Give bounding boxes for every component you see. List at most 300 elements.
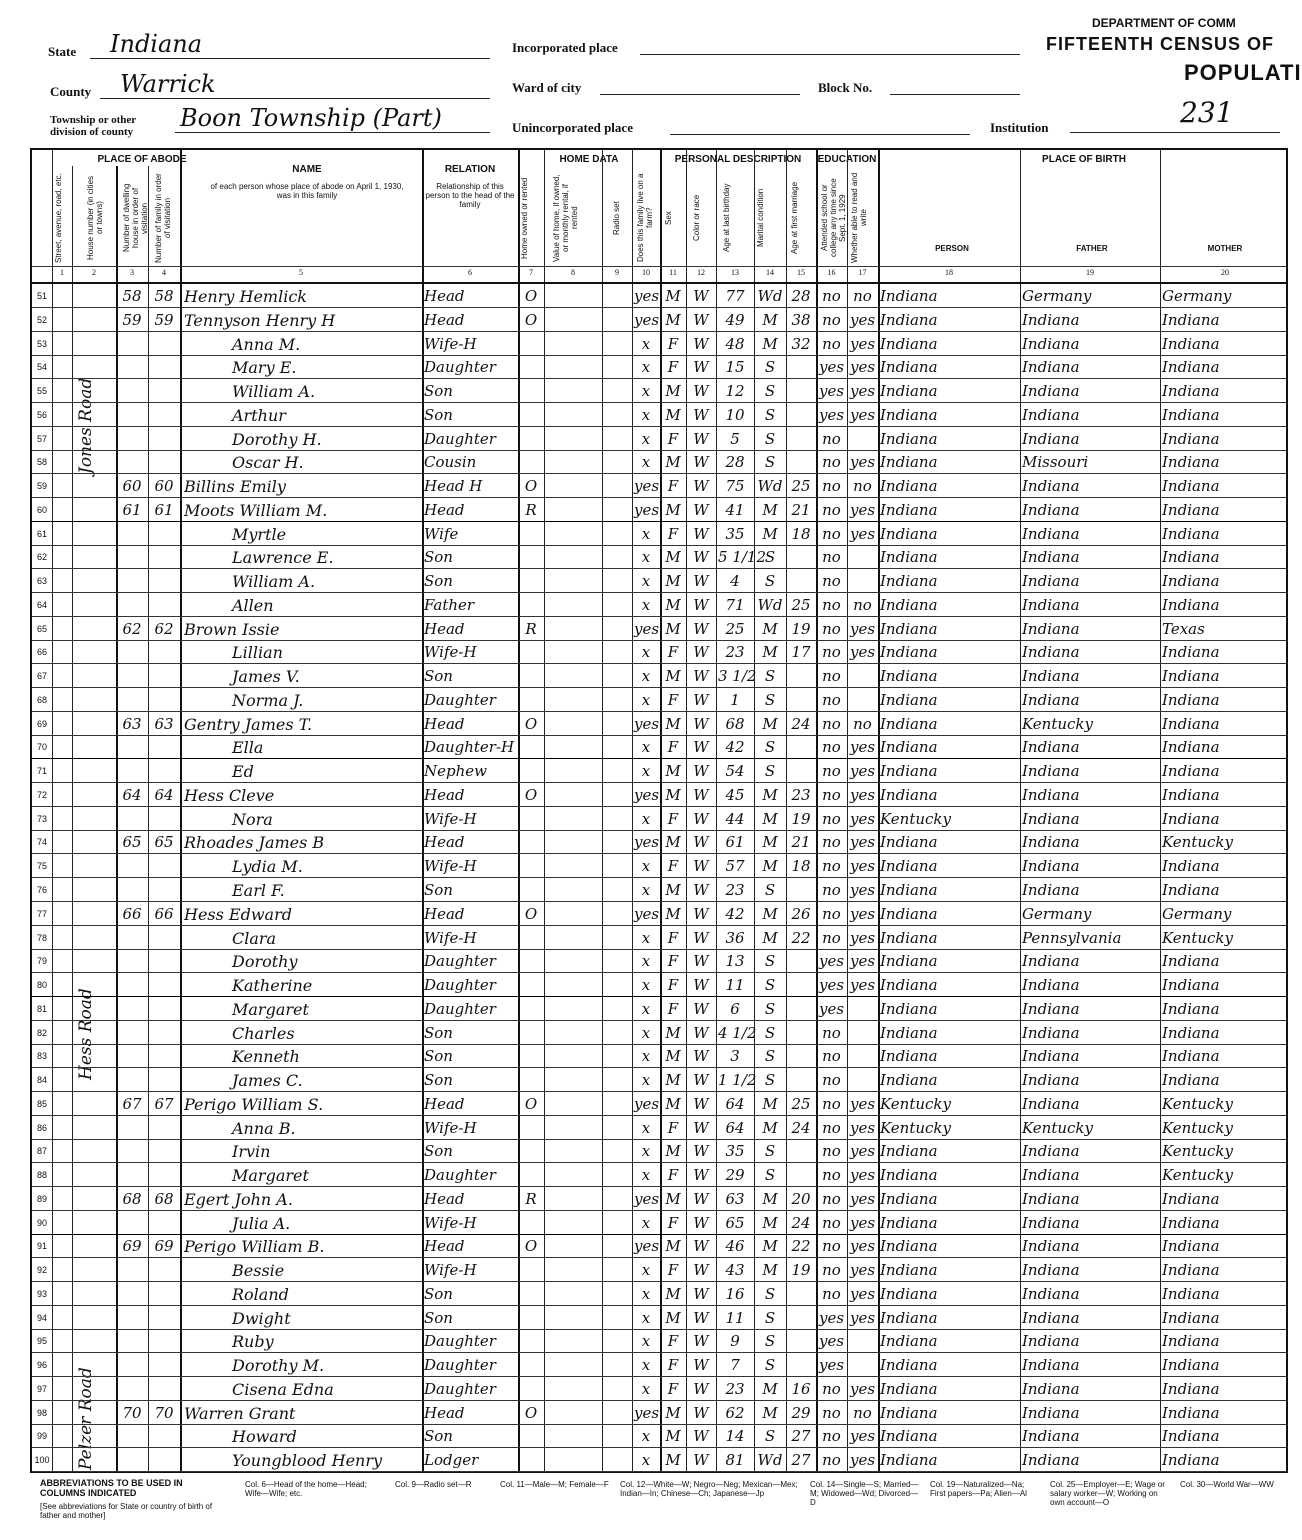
cell-race: W: [693, 1356, 709, 1375]
cell-mar: S: [764, 429, 776, 448]
cell-mb: Kentucky: [1162, 1166, 1233, 1185]
cell-race: W: [693, 1118, 709, 1137]
cell-agem: [788, 973, 814, 996]
cell-fb: Indiana: [1022, 738, 1080, 757]
cell-race: W: [693, 785, 709, 804]
cell-agem: 20: [791, 1189, 811, 1208]
cell-name: Lydia M.: [232, 857, 303, 877]
cell-fb: Indiana: [1022, 572, 1080, 591]
cell-farm: x: [641, 881, 651, 899]
cell-rel: Wife: [424, 524, 459, 543]
cell-mar: M: [762, 619, 778, 638]
cell-sex: F: [667, 643, 679, 662]
cell-pb: Indiana: [880, 952, 938, 971]
cell-read: yes: [849, 738, 876, 757]
cell-sch: no: [822, 833, 841, 852]
cell-line: 94: [36, 1312, 47, 1323]
table-row: [32, 926, 1286, 949]
cell-read: [849, 1044, 876, 1067]
cell-own: [520, 1448, 542, 1471]
cell-dw: 58: [122, 287, 142, 305]
cell-pb: Kentucky: [880, 809, 951, 828]
cell-mar: S: [764, 1142, 776, 1161]
cell-sch: no: [822, 310, 841, 329]
cell-farm: x: [641, 643, 651, 662]
cell-farm: x: [641, 1284, 651, 1303]
cell-name: Roland: [232, 1284, 289, 1304]
cell-mar: M: [762, 904, 778, 923]
cell-dw: [118, 1163, 146, 1186]
cell-read: yes: [849, 785, 876, 804]
cell-fb: Indiana: [1022, 952, 1080, 971]
cell-line: 71: [36, 766, 47, 777]
cell-rel: Head: [424, 785, 465, 804]
cell-agem: 27: [791, 1427, 811, 1446]
cell-farm: x: [641, 382, 651, 401]
cell-mar: S: [764, 1284, 776, 1303]
cell-mar: Wd: [757, 287, 783, 305]
cell-rel: Wife-H: [424, 334, 477, 353]
cell-farm: x: [641, 1427, 651, 1446]
cell-mb: Indiana: [1162, 881, 1220, 899]
cell-age: 44: [725, 809, 745, 828]
cell-read: yes: [849, 500, 876, 519]
cell-read: [849, 545, 876, 568]
group-relation: RELATION: [444, 164, 496, 175]
cell-rel: Head: [424, 310, 465, 329]
cell-fam: [150, 664, 178, 687]
cell-age: 42: [725, 904, 745, 923]
cell-farm: yes: [634, 1403, 660, 1422]
colhead-age: Age at last birthday: [722, 183, 731, 253]
cell-race: W: [693, 1142, 709, 1161]
cell-farm: x: [641, 1118, 651, 1137]
cell-sex: F: [667, 976, 679, 995]
cell-agem: 19: [791, 1261, 811, 1280]
colhead-marital: Marital condition: [756, 188, 765, 248]
cell-own: [520, 1139, 542, 1162]
cell-line: 89: [36, 1193, 47, 1204]
cell-line: 52: [36, 314, 47, 325]
cell-agem: 27: [791, 1451, 811, 1470]
cell-rel: Daughter: [424, 690, 496, 709]
cell-agem: [788, 1329, 814, 1352]
cell-line: 54: [36, 362, 47, 373]
cell-own: [520, 949, 542, 972]
cell-race: W: [693, 1094, 709, 1113]
cell-dw: [118, 1282, 146, 1305]
cell-fb: Indiana: [1022, 1284, 1080, 1303]
cell-age: 1: [730, 690, 740, 709]
cell-sex: M: [665, 785, 681, 804]
cell-name: Billins Emily: [184, 477, 286, 497]
cell-name: Anna M.: [232, 334, 301, 354]
cell-pb: Indiana: [880, 595, 938, 614]
colhead-father: FATHER: [1076, 244, 1108, 253]
cell-farm: x: [641, 334, 651, 353]
cell-sch: no: [822, 690, 841, 709]
cell-name: Mary E.: [232, 358, 297, 378]
cell-race: W: [693, 999, 709, 1018]
cell-fam: [150, 997, 178, 1020]
cell-age: 7: [730, 1356, 740, 1375]
cell-age: 10: [725, 405, 745, 424]
cell-fb: Indiana: [1022, 619, 1080, 638]
cell-own: [520, 1353, 542, 1376]
cell-agem: [788, 1163, 814, 1186]
cell-farm: x: [641, 976, 651, 995]
cell-agem: [788, 1353, 814, 1376]
cell-race: W: [693, 1071, 709, 1090]
cell-pb: Indiana: [880, 405, 938, 424]
cell-line: 55: [36, 386, 47, 397]
cell-sex: F: [667, 1332, 679, 1351]
cell-fb: Indiana: [1022, 667, 1080, 686]
cell-dw: 59: [122, 310, 142, 329]
cell-farm: yes: [634, 1237, 660, 1256]
cell-fb: Kentucky: [1022, 1118, 1093, 1137]
cell-mb: Indiana: [1162, 1332, 1220, 1351]
cell-own: [520, 640, 542, 663]
cell-mar: S: [764, 1356, 776, 1375]
cell-rel: Son: [424, 881, 453, 899]
state-value: Indiana: [110, 30, 203, 58]
colhead-radio: Radio set: [612, 201, 621, 235]
cell-agem: 24: [791, 714, 811, 733]
cell-line: 81: [36, 1003, 47, 1014]
cell-mar: M: [762, 643, 778, 662]
cell-agem: [788, 1044, 814, 1067]
cell-pb: Indiana: [880, 1451, 938, 1470]
cell-dw: 70: [122, 1403, 142, 1422]
cell-race: W: [693, 738, 709, 757]
cell-race: W: [693, 1427, 709, 1446]
cell-own: [520, 830, 542, 853]
cell-name: Rhoades James B: [184, 833, 325, 853]
cell-read: [849, 1021, 876, 1044]
cell-race: W: [693, 714, 709, 733]
cell-fam: [150, 593, 178, 616]
cell-dw: 64: [122, 785, 142, 804]
cell-mb: Indiana: [1162, 1189, 1220, 1208]
cell-mb: Indiana: [1162, 500, 1220, 519]
cell-fam: [150, 450, 178, 473]
cell-pb: Indiana: [880, 667, 938, 686]
cell-mb: Indiana: [1162, 1308, 1220, 1327]
cell-agem: 26: [791, 904, 811, 923]
block-label: Block No.: [818, 80, 873, 95]
cell-line: 97: [36, 1383, 47, 1394]
cell-age: 68: [725, 714, 745, 733]
cell-sex: F: [667, 1379, 679, 1398]
cell-pb: Indiana: [880, 548, 938, 567]
cell-mb: Indiana: [1162, 1237, 1220, 1256]
cell-sch: no: [822, 500, 841, 519]
cell-age: 5 1/12: [718, 548, 766, 567]
cell-agem: [788, 545, 814, 568]
cell-agem: 23: [791, 785, 811, 804]
cell-name: Arthur: [232, 405, 286, 425]
cell-mar: S: [764, 572, 776, 591]
cell-sch: no: [822, 1047, 841, 1066]
cell-mar: M: [762, 1189, 778, 1208]
group-abode: PLACE OF ABODE: [97, 154, 187, 165]
cell-sex: M: [665, 1023, 681, 1042]
table-row: [32, 664, 1286, 687]
cell-mar: S: [764, 690, 776, 709]
census-sheet: [30, 148, 1288, 1473]
cell-pb: Indiana: [880, 358, 938, 377]
cell-mb: Germany: [1162, 287, 1232, 305]
cell-dw: [118, 1139, 146, 1162]
colhead-owned: Home owned or rented: [520, 177, 529, 259]
cell-pb: Indiana: [880, 1308, 938, 1327]
cell-fam: [150, 1139, 178, 1162]
cell-age: 63: [725, 1189, 745, 1208]
cell-name: Dorothy H.: [232, 429, 322, 449]
cell-sex: F: [667, 334, 679, 353]
cell-fb: Indiana: [1022, 643, 1080, 662]
cell-sch: no: [822, 524, 841, 543]
cell-sex: F: [667, 1213, 679, 1232]
cell-mb: Kentucky: [1162, 928, 1233, 947]
cell-race: W: [693, 382, 709, 401]
cell-line: 58: [36, 457, 47, 468]
cell-own: [520, 522, 542, 545]
cell-name: Warren Grant: [184, 1403, 296, 1423]
cell-sch: no: [822, 1261, 841, 1280]
cell-mb: Indiana: [1162, 738, 1220, 757]
cell-age: 49: [725, 310, 745, 329]
cell-dw: 65: [122, 833, 142, 852]
cell-rel: Cousin: [424, 453, 477, 472]
cell-fb: Indiana: [1022, 334, 1080, 353]
cell-dw: 61: [122, 500, 142, 519]
cell-age: 3 1/2: [718, 667, 757, 686]
cell-mb: Kentucky: [1162, 833, 1233, 852]
cell-sch: yes: [818, 405, 845, 424]
cell-dw: [118, 403, 146, 426]
cell-mb: Indiana: [1162, 334, 1220, 353]
abbrev-col25: Col. 25—Employer—E; Wage or salary worker—W; Working on own account—O: [1050, 1480, 1165, 1507]
cell-line: 69: [36, 718, 47, 729]
cell-mb: Indiana: [1162, 1356, 1220, 1375]
unincorporated-label: Unincorporated place: [512, 120, 633, 135]
cell-dw: 67: [122, 1094, 142, 1113]
cell-dw: [118, 807, 146, 830]
cell-sch: no: [822, 477, 841, 496]
cell-own: O: [524, 287, 538, 305]
cell-fb: Indiana: [1022, 1142, 1080, 1161]
cell-mar: M: [762, 928, 778, 947]
table-row: [32, 379, 1286, 402]
cell-read: yes: [849, 334, 876, 353]
cell-agem: 24: [791, 1213, 811, 1232]
cell-rel: Daughter-H: [424, 738, 515, 757]
cell-name: Anna B.: [232, 1118, 296, 1138]
cell-mar: M: [762, 857, 778, 876]
cell-pb: Indiana: [880, 1332, 938, 1351]
cell-mar: Wd: [757, 1451, 783, 1470]
cell-read: yes: [849, 453, 876, 472]
cell-name: Henry Hemlick: [184, 287, 307, 306]
cell-fam: [150, 1068, 178, 1091]
cell-line: 70: [36, 742, 47, 753]
cell-age: 4 1/2: [718, 1023, 757, 1042]
cell-farm: x: [641, 1047, 651, 1066]
cell-line: 73: [36, 813, 47, 824]
abbreviations-footer: [30, 1476, 1288, 1536]
cell-agem: 38: [791, 310, 811, 329]
cell-mar: S: [764, 1427, 776, 1446]
cell-race: W: [693, 358, 709, 377]
cell-sex: M: [665, 762, 681, 781]
cell-own: O: [524, 1237, 538, 1256]
cell-fam: [150, 1021, 178, 1044]
cell-dw: [118, 1211, 146, 1234]
cell-line: 98: [36, 1407, 47, 1418]
cell-fam: [150, 1044, 178, 1067]
cell-name: Bessie: [232, 1261, 285, 1281]
cell-race: W: [693, 1284, 709, 1303]
cell-rel: Wife-H: [424, 1261, 477, 1280]
cell-race: W: [693, 287, 709, 305]
cell-fb: Indiana: [1022, 1213, 1080, 1232]
cell-farm: x: [641, 595, 651, 614]
column-number: 8: [571, 268, 575, 277]
cell-sex: M: [665, 1047, 681, 1066]
cell-sch: yes: [818, 1356, 845, 1375]
cell-pb: Indiana: [880, 1427, 938, 1446]
cell-fam: [150, 926, 178, 949]
cell-agem: [788, 997, 814, 1020]
cell-mb: Kentucky: [1162, 1118, 1233, 1137]
cell-pb: Indiana: [880, 1213, 938, 1232]
cell-line: 91: [36, 1241, 47, 1252]
column-number: 6: [468, 268, 472, 277]
table-row: [32, 332, 1286, 355]
cell-sex: M: [665, 1071, 681, 1090]
cell-name: Gentry James T.: [184, 714, 313, 734]
cell-rel: Wife-H: [424, 1213, 477, 1232]
cell-rel: Head: [424, 714, 465, 733]
cell-age: 23: [725, 643, 745, 662]
cell-sex: F: [667, 952, 679, 971]
cell-fam: [150, 522, 178, 545]
cell-mar: M: [762, 334, 778, 353]
cell-race: W: [693, 1189, 709, 1208]
cell-name: Brown Issie: [184, 619, 280, 639]
cell-line: 64: [36, 599, 47, 610]
cell-mar: M: [762, 1213, 778, 1232]
cell-line: 77: [36, 908, 47, 919]
cell-mb: Indiana: [1162, 690, 1220, 709]
table-row: [32, 427, 1286, 450]
cell-agem: [788, 1282, 814, 1305]
cell-fb: Germany: [1022, 287, 1092, 305]
cell-pb: Indiana: [880, 976, 938, 995]
cell-dw: [118, 949, 146, 972]
cell-race: W: [693, 690, 709, 709]
cell-farm: x: [641, 1071, 651, 1090]
abbrev-col11: Col. 11—Male—M; Female—F: [500, 1480, 609, 1489]
abbrev-col19: Col. 19—Naturalized—Na; First papers—Pa; Alien—Al: [930, 1480, 1027, 1498]
table-row: [32, 688, 1286, 711]
cell-age: 62: [725, 1403, 745, 1422]
cell-mar: S: [764, 1166, 776, 1185]
cell-own: [520, 379, 542, 402]
cell-rel: Head: [424, 1189, 465, 1208]
cell-dw: 66: [122, 904, 142, 923]
cell-farm: x: [641, 1166, 651, 1185]
cell-agem: 24: [791, 1118, 811, 1137]
column-number: 9: [615, 268, 619, 277]
cell-rel: Lodger: [424, 1451, 479, 1470]
cell-fb: Indiana: [1022, 524, 1080, 543]
cell-own: [520, 664, 542, 687]
cell-mar: S: [764, 881, 776, 899]
cell-dw: [118, 379, 146, 402]
cell-mb: Indiana: [1162, 1213, 1220, 1232]
cell-age: 75: [725, 477, 745, 496]
cell-name: Howard: [232, 1427, 297, 1447]
cell-fb: Indiana: [1022, 1379, 1080, 1398]
cell-mar: S: [764, 952, 776, 971]
cell-mb: Indiana: [1162, 809, 1220, 828]
cell-agem: 18: [791, 524, 811, 543]
cell-own: O: [524, 1403, 538, 1422]
cell-sex: M: [665, 881, 681, 899]
cell-age: 65: [725, 1213, 745, 1232]
cell-agem: [788, 688, 814, 711]
cell-pb: Indiana: [880, 572, 938, 591]
cell-pb: Indiana: [880, 690, 938, 709]
cell-mb: Indiana: [1162, 857, 1220, 876]
cell-dw: [118, 1044, 146, 1067]
cell-line: 62: [36, 552, 47, 563]
cell-mar: S: [764, 762, 776, 781]
cell-line: 88: [36, 1170, 47, 1181]
table-row: [32, 759, 1286, 782]
cell-sex: M: [665, 287, 681, 305]
cell-name: Ruby: [232, 1332, 274, 1352]
cell-farm: yes: [634, 310, 660, 329]
colhead-read: Whether able to read and write: [850, 172, 868, 264]
cell-race: W: [693, 762, 709, 781]
cell-rel: Head: [424, 619, 465, 638]
cell-mb: Indiana: [1162, 1379, 1220, 1398]
cell-own: O: [524, 904, 538, 923]
cell-dw: [118, 759, 146, 782]
cell-mb: Indiana: [1162, 785, 1220, 804]
cell-own: [520, 569, 542, 592]
cell-mb: Indiana: [1162, 405, 1220, 424]
cell-name: Hess Edward: [184, 904, 292, 924]
cell-race: W: [693, 1047, 709, 1066]
cell-mar: M: [762, 1237, 778, 1256]
cell-fam: [150, 427, 178, 450]
cell-mb: Indiana: [1162, 1284, 1220, 1303]
cell-name: Clara: [232, 928, 277, 948]
cell-dw: [118, 854, 146, 877]
cell-age: 16: [725, 1284, 745, 1303]
cell-sex: M: [665, 1237, 681, 1256]
cell-agem: 16: [791, 1379, 811, 1398]
cell-fb: Indiana: [1022, 1047, 1080, 1066]
cell-mar: S: [764, 453, 776, 472]
cell-read: yes: [849, 358, 876, 377]
cell-sch: yes: [818, 382, 845, 401]
